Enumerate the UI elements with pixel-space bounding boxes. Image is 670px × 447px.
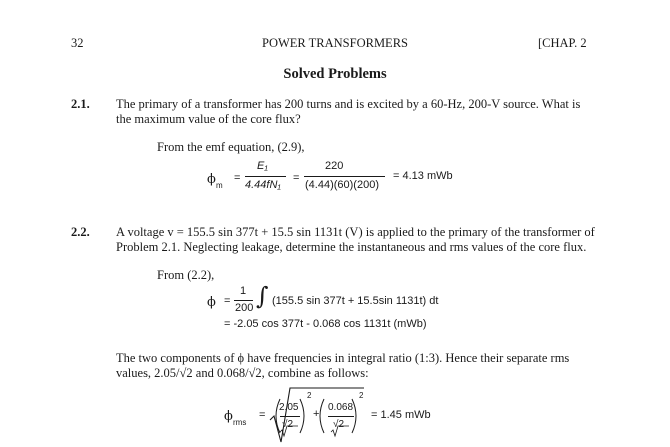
- chapter-label: [CHAP. 2: [538, 36, 587, 50]
- problem-number: 2.2.: [71, 225, 90, 239]
- phi-subscript: m: [216, 181, 223, 190]
- term-denominator: √2: [333, 419, 345, 430]
- equals-sign: =: [293, 172, 300, 184]
- phi-symbol: ϕ: [224, 409, 233, 424]
- equals-sign: =: [234, 172, 241, 184]
- term-numerator: 0.068: [328, 402, 354, 413]
- problem-statement: A voltage v = 155.5 sin 377t + 15.5 sin 1131t (V) is applied to the primary of the transformer of Problem 2.1. Neglecting leakage, determine the instantaneous and rms values of the core flux.: [116, 225, 595, 254]
- exponent: 2: [307, 391, 312, 400]
- equation-result: = 1.45 mWb: [371, 409, 431, 421]
- running-title: POWER TRANSFORMERS: [262, 36, 408, 50]
- integrand: (155.5 sin 377t + 15.5sin 1131t) dt: [272, 295, 439, 307]
- phi-subscript: rms: [233, 418, 247, 427]
- plus-sign: +: [313, 408, 320, 420]
- fraction-denominator: (4.44)(60)(200): [305, 179, 379, 191]
- fraction-denominator: 200: [235, 302, 254, 314]
- equals-sign: =: [259, 409, 266, 421]
- fraction-numerator: 220: [325, 160, 344, 172]
- problem-number: 2.1.: [71, 97, 90, 111]
- conclusion-text: The two components of ϕ have frequencies in integral ratio (1:3). Hence their separate rms values, 2.05/√2 and 0.068/√2, combine as follows:: [116, 351, 570, 380]
- equals-sign: =: [224, 295, 231, 307]
- exponent: 2: [359, 391, 364, 400]
- fraction-denominator: 4.44fN₁: [245, 179, 281, 191]
- problem-statement: The primary of a transformer has 200 turns and is excited by a 60-Hz, 200-V source. What is the maximum value of the core flux?: [116, 97, 581, 126]
- term-denominator: √2: [282, 419, 294, 430]
- page-number: 32: [71, 36, 84, 50]
- equation-result: = 4.13 mWb: [393, 170, 453, 182]
- phi-symbol: ϕ: [207, 295, 216, 310]
- flux-result-line: = -2.05 cos 377t - 0.068 cos 1131t (mWb): [224, 318, 427, 330]
- fraction-bar: [280, 416, 300, 417]
- solution-intro: From (2.2),: [157, 268, 215, 282]
- phi-symbol: ϕ: [207, 172, 216, 187]
- section-title: Solved Problems: [283, 66, 387, 82]
- integral-sign: ∫: [256, 282, 269, 310]
- solution-intro: From the emf equation, (2.9),: [157, 140, 305, 154]
- fraction-numerator: E₁: [257, 160, 268, 172]
- term-numerator: 2.05: [279, 402, 299, 413]
- fraction-bar: [328, 416, 354, 417]
- fraction-numerator: 1: [240, 285, 247, 297]
